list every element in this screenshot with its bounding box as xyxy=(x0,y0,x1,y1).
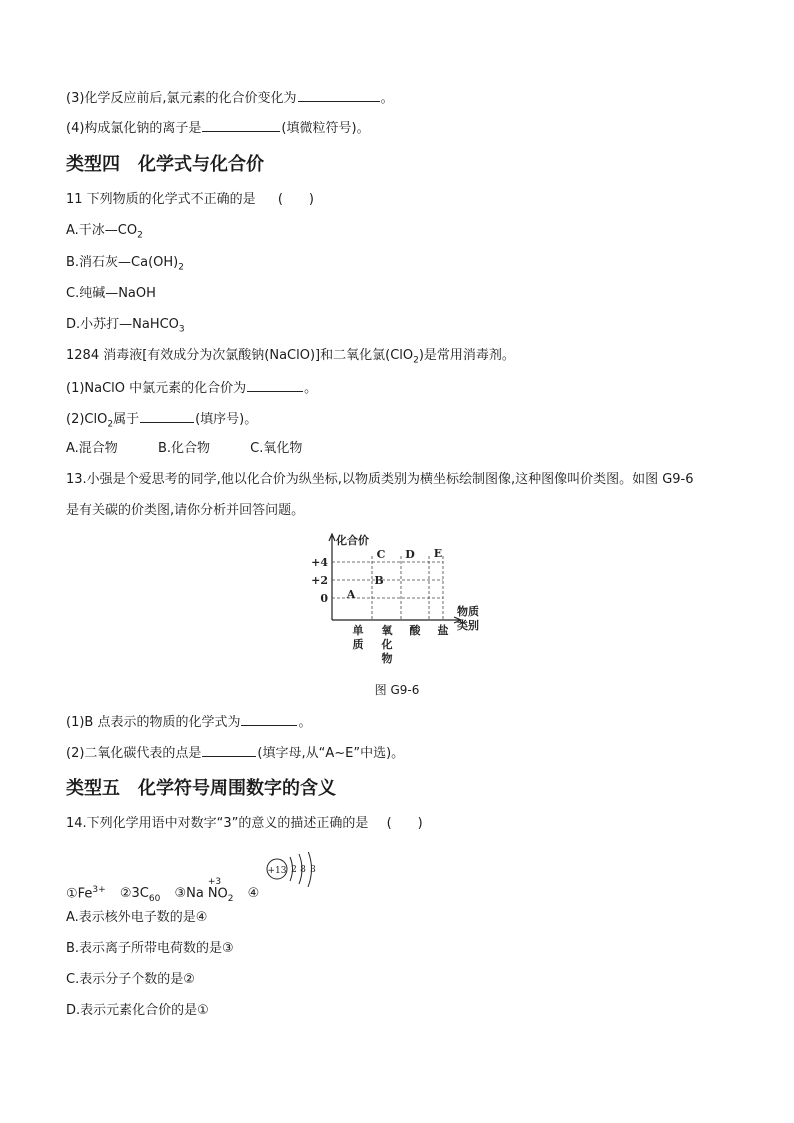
q12-options xyxy=(66,441,302,457)
q10-part4-text: (4)构成氯化钠的离子是 xyxy=(66,121,202,136)
q13-part1-text: (1)B 点表示的物质的化学式为 xyxy=(66,715,241,730)
answer-paren[interactable]: ( ) xyxy=(386,816,423,831)
answer-blank[interactable] xyxy=(298,89,380,102)
q10-part3 xyxy=(66,89,394,107)
section-heading-5: 类型五 化学符号周围数字的含义 xyxy=(66,778,336,799)
subscript: 3 xyxy=(178,324,185,335)
x-tick-label: 质 xyxy=(352,638,364,651)
x-axis-label: 物质 xyxy=(457,605,479,618)
y-tick-label: 0 xyxy=(320,592,328,605)
q14-symbols xyxy=(66,877,260,907)
q13-part2-suffix: (填字母,从“A~E”中选)。 xyxy=(257,746,405,761)
subscript: 2 xyxy=(178,262,184,273)
q12-part2-text: (2)ClO xyxy=(66,412,108,427)
section-heading-4: 类型四 化学式与化合价 xyxy=(66,154,264,175)
subscript: 2 xyxy=(227,893,234,904)
q14-option-d[interactable]: D.表示元素化合价的是① xyxy=(66,1003,209,1018)
q11-option-c[interactable] xyxy=(66,286,156,302)
q13-part2-text: (2)二氧化碳代表的点是 xyxy=(66,746,202,761)
q11-option-b-text: B.消石灰—Ca(OH) xyxy=(66,255,179,270)
q10-part4 xyxy=(66,119,370,137)
symbol-2: ②3C xyxy=(119,886,149,902)
q12-stem-text: 1284 消毒液[有效成分为次氯酸钠(NaClO)]和二氧化氯(ClO xyxy=(66,348,414,363)
answer-blank[interactable] xyxy=(247,379,303,392)
q12-option-c[interactable]: C.氧化物 xyxy=(250,441,303,456)
q13-stem-line2: 是有关碳的价类图,请你分析并回答问题。 xyxy=(66,503,305,518)
x-axis-label: 类别 xyxy=(457,619,479,632)
x-tick-label: 盐 xyxy=(437,624,449,637)
q12-part1 xyxy=(66,379,317,397)
q13-stem-line1: 13.小强是个爱思考的同学,他以化合价为纵坐标,以物质类别为横坐标绘制图像,这种图像叫价类图。如图 G9-6 xyxy=(66,472,694,487)
q10-part3-suffix: 。 xyxy=(380,91,394,106)
atom-structure-diagram xyxy=(262,852,326,892)
q14-option-b[interactable]: B.表示离子所带电荷数的是③ xyxy=(66,941,234,956)
shell-electron-count: 2 xyxy=(291,865,297,875)
oxygen-symbol: O xyxy=(217,886,228,902)
symbol-4: ④ xyxy=(247,886,260,902)
q13-part2 xyxy=(66,744,404,762)
chart-point-C: C xyxy=(376,548,386,561)
q12-part2-mid: 属于 xyxy=(113,412,140,427)
symbol-1: ①Fe xyxy=(66,886,93,902)
answer-blank[interactable] xyxy=(140,410,194,423)
subscript: 2 xyxy=(137,230,143,241)
x-tick-label: 酸 xyxy=(409,624,421,637)
shell-electron-count: 3 xyxy=(310,865,316,875)
subscript: 2 xyxy=(413,355,419,366)
answer-blank[interactable] xyxy=(202,744,256,757)
x-tick-label: 单 xyxy=(352,624,364,637)
q14-stem xyxy=(66,816,423,832)
q11-stem-text: 11 下列物质的化学式不正确的是 xyxy=(66,192,256,207)
nitrogen-symbol: N xyxy=(207,886,218,902)
chart-point-D: D xyxy=(405,548,415,561)
y-tick-label: +2 xyxy=(311,574,328,587)
chart-point-A: A xyxy=(346,588,356,601)
q11-option-b[interactable] xyxy=(66,255,184,276)
q13-part1 xyxy=(66,713,311,731)
q14-option-a[interactable]: A.表示核外电子数的是④ xyxy=(66,910,208,925)
q11-option-d-text: D.小苏打—NaHCO xyxy=(66,317,179,332)
superscript: 3+ xyxy=(92,885,106,895)
chart-point-B: B xyxy=(374,574,384,587)
q12-option-a[interactable]: A.混合物 xyxy=(66,441,118,456)
answer-blank[interactable] xyxy=(241,713,297,726)
q14-stem-text: 14.下列化学用语中对数字“3”的意义的描述正确的是 xyxy=(66,816,369,831)
subscript: 2 xyxy=(107,419,114,430)
y-tick-label: +4 xyxy=(311,556,328,569)
q11-option-a[interactable] xyxy=(66,223,143,244)
q12-part1-text: (1)NaClO 中氯元素的化合价为 xyxy=(66,381,247,396)
chart-point-E: E xyxy=(433,547,443,560)
q12-stem xyxy=(66,348,515,369)
q11-option-c-text: C.纯碱—NaOH xyxy=(66,286,156,301)
q12-option-b[interactable]: B.化合物 xyxy=(157,441,211,456)
q11-option-d[interactable] xyxy=(66,317,185,338)
symbol-3: ③Na xyxy=(174,886,204,902)
q12-part2 xyxy=(66,410,257,433)
q12-part1-suffix: 。 xyxy=(304,381,318,396)
q11-option-a-text: A.干冰—CO xyxy=(66,223,138,238)
symbol-3-nitrogen xyxy=(207,877,222,902)
subscript: 60 xyxy=(148,893,161,904)
q10-part3-text: (3)化学反应前后,氯元素的化合价变化为 xyxy=(66,91,297,106)
shell-electron-count: 8 xyxy=(300,865,306,875)
y-axis-label: 化合价 xyxy=(336,534,369,547)
x-tick-label: 氧 xyxy=(381,624,393,637)
q10-part4-suffix: (填微粒符号)。 xyxy=(281,121,370,136)
q11-stem xyxy=(66,192,314,208)
figure-caption: 图 G9-6 xyxy=(374,683,420,697)
valence-category-chart xyxy=(300,528,500,673)
chart-marks xyxy=(346,547,442,601)
x-tick-label: 物 xyxy=(381,652,393,665)
chart-axes xyxy=(311,533,479,665)
q12-stem-tail: )是常用消毒剂。 xyxy=(418,348,515,363)
q13-part1-suffix: 。 xyxy=(298,715,312,730)
answer-paren[interactable]: ( ) xyxy=(277,192,314,207)
x-tick-label: 化 xyxy=(381,638,393,651)
answer-blank[interactable] xyxy=(202,119,280,132)
valence-mark: +3 xyxy=(207,877,222,888)
q14-option-c[interactable]: C.表示分子个数的是② xyxy=(66,972,195,987)
q12-part2-suffix: (填序号)。 xyxy=(195,412,258,427)
nucleus-charge: +13 xyxy=(267,866,287,876)
